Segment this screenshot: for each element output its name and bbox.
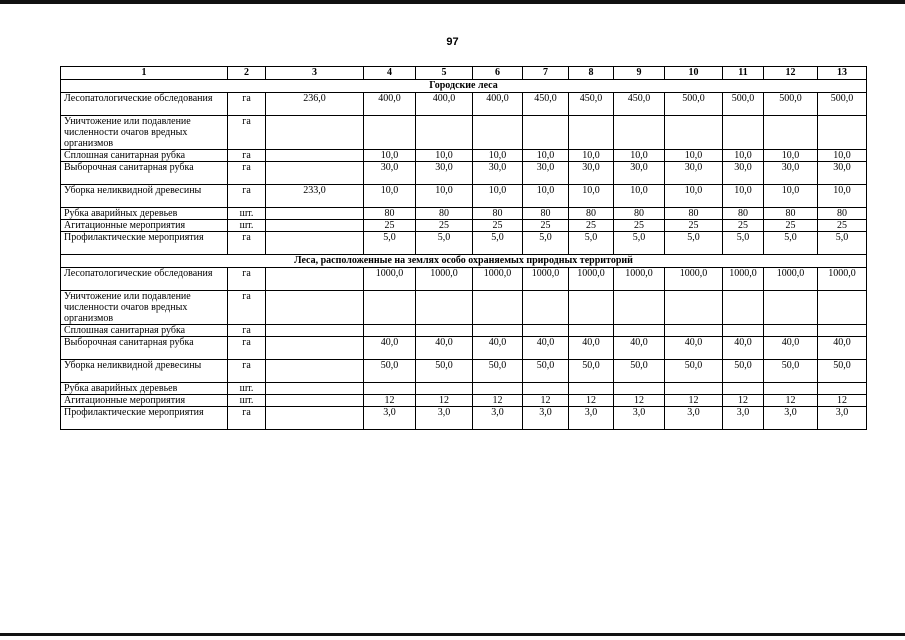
year-value-cell: 12: [523, 395, 569, 407]
year-value-cell: 1000,0: [614, 268, 665, 291]
year-value-cell: [764, 383, 818, 395]
year-value-cell: [818, 325, 867, 337]
year-value-cell: 10,0: [523, 185, 569, 208]
year-value-cell: 40,0: [818, 337, 867, 360]
measure-name: Уборка неликвидной древесины: [61, 360, 228, 383]
year-value-cell: 25: [614, 220, 665, 232]
year-value-cell: 5,0: [523, 232, 569, 255]
page-number: 97: [446, 36, 459, 48]
year-value-cell: 80: [473, 208, 523, 220]
year-value-cell: 500,0: [723, 93, 764, 116]
unit-cell: га: [228, 325, 266, 337]
unit-cell: га: [228, 93, 266, 116]
year-value-cell: 80: [665, 208, 723, 220]
year-value-cell: 10,0: [569, 150, 614, 162]
year-value-cell: 50,0: [818, 360, 867, 383]
year-value-cell: 10,0: [723, 150, 764, 162]
year-value-cell: 10,0: [523, 150, 569, 162]
measure-name: Рубка аварийных деревьев: [61, 208, 228, 220]
year-value-cell: 12: [569, 395, 614, 407]
table-row: [61, 360, 867, 383]
year-value-cell: 450,0: [569, 93, 614, 116]
year-value-cell: 500,0: [764, 93, 818, 116]
unit-cell: га: [228, 360, 266, 383]
year-value-cell: [723, 325, 764, 337]
year-value-cell: [723, 383, 764, 395]
year-value-cell: [416, 116, 473, 150]
unit-cell: га: [228, 162, 266, 185]
year-value-cell: [523, 325, 569, 337]
unit-cell: га: [228, 291, 266, 325]
year-value-cell: [364, 383, 416, 395]
column3-value: [266, 116, 364, 150]
year-value-cell: 3,0: [723, 407, 764, 430]
year-value-cell: [614, 291, 665, 325]
year-value-cell: [665, 116, 723, 150]
measure-name: Профилактические мероприятия: [61, 407, 228, 430]
measure-name: Уборка неликвидной древесины: [61, 185, 228, 208]
year-value-cell: [523, 116, 569, 150]
year-value-cell: 50,0: [569, 360, 614, 383]
year-value-cell: 40,0: [665, 337, 723, 360]
column-number-cell: 2: [228, 67, 266, 80]
measure-name: Выборочная санитарная рубка: [61, 337, 228, 360]
year-value-cell: [523, 291, 569, 325]
year-value-cell: 50,0: [416, 360, 473, 383]
year-value-cell: 50,0: [523, 360, 569, 383]
column3-value: 233,0: [266, 185, 364, 208]
table-row: [61, 325, 867, 337]
year-value-cell: 5,0: [665, 232, 723, 255]
column-number-cell: 11: [723, 67, 764, 80]
year-value-cell: 10,0: [364, 150, 416, 162]
year-value-cell: 1000,0: [818, 268, 867, 291]
year-value-cell: 25: [818, 220, 867, 232]
year-value-cell: 25: [473, 220, 523, 232]
column-number-cell: 8: [569, 67, 614, 80]
section-header-row: [61, 255, 867, 268]
year-value-cell: 10,0: [818, 150, 867, 162]
year-value-cell: 12: [473, 395, 523, 407]
year-value-cell: 80: [764, 208, 818, 220]
year-value-cell: [614, 116, 665, 150]
year-value-cell: [416, 325, 473, 337]
year-value-cell: 400,0: [416, 93, 473, 116]
year-value-cell: 3,0: [818, 407, 867, 430]
year-value-cell: 1000,0: [416, 268, 473, 291]
column3-value: [266, 291, 364, 325]
year-value-cell: 25: [364, 220, 416, 232]
year-value-cell: 10,0: [723, 185, 764, 208]
year-value-cell: 5,0: [364, 232, 416, 255]
column-number-cell: 12: [764, 67, 818, 80]
column3-value: [266, 162, 364, 185]
year-value-cell: 1000,0: [665, 268, 723, 291]
year-value-cell: 30,0: [416, 162, 473, 185]
year-value-cell: 450,0: [523, 93, 569, 116]
column-number-cell: 3: [266, 67, 364, 80]
unit-cell: га: [228, 337, 266, 360]
year-value-cell: [665, 291, 723, 325]
measure-name: Лесопатологические обследования: [61, 268, 228, 291]
measure-name: Агитационные мероприятия: [61, 395, 228, 407]
year-value-cell: 1000,0: [569, 268, 614, 291]
year-value-cell: 10,0: [818, 185, 867, 208]
measure-name: Сплошная санитарная рубка: [61, 150, 228, 162]
year-value-cell: [569, 116, 614, 150]
column-number-cell: 4: [364, 67, 416, 80]
column3-value: [266, 268, 364, 291]
year-value-cell: 10,0: [665, 150, 723, 162]
year-value-cell: 50,0: [473, 360, 523, 383]
year-value-cell: 25: [764, 220, 818, 232]
year-value-cell: [416, 291, 473, 325]
year-value-cell: 500,0: [665, 93, 723, 116]
table-row: [61, 291, 867, 325]
year-value-cell: 12: [723, 395, 764, 407]
year-value-cell: 1000,0: [523, 268, 569, 291]
year-value-cell: 1000,0: [764, 268, 818, 291]
column3-value: 236,0: [266, 93, 364, 116]
year-value-cell: 25: [523, 220, 569, 232]
unit-cell: га: [228, 232, 266, 255]
measure-name: Лесопатологические обследования: [61, 93, 228, 116]
section-header-row: [61, 80, 867, 93]
year-value-cell: 3,0: [364, 407, 416, 430]
table-row: [61, 150, 867, 162]
column3-value: [266, 395, 364, 407]
year-value-cell: 30,0: [473, 162, 523, 185]
year-value-cell: 25: [569, 220, 614, 232]
year-value-cell: 25: [416, 220, 473, 232]
year-value-cell: 40,0: [723, 337, 764, 360]
year-value-cell: 10,0: [665, 185, 723, 208]
column-number-cell: 5: [416, 67, 473, 80]
year-value-cell: 25: [723, 220, 764, 232]
year-value-cell: 30,0: [364, 162, 416, 185]
section-title: Леса, расположенные на землях особо охраняемых природных территорий: [61, 255, 867, 268]
year-value-cell: 40,0: [364, 337, 416, 360]
year-value-cell: 80: [614, 208, 665, 220]
top-border-bar: [0, 0, 905, 4]
unit-cell: га: [228, 407, 266, 430]
year-value-cell: [764, 325, 818, 337]
column3-value: [266, 360, 364, 383]
year-value-cell: [416, 383, 473, 395]
year-value-cell: 450,0: [614, 93, 665, 116]
year-value-cell: 10,0: [764, 150, 818, 162]
year-value-cell: 40,0: [523, 337, 569, 360]
year-value-cell: 12: [416, 395, 473, 407]
year-value-cell: 80: [364, 208, 416, 220]
year-value-cell: 5,0: [723, 232, 764, 255]
year-value-cell: [723, 291, 764, 325]
year-value-cell: 1000,0: [723, 268, 764, 291]
measure-name: Сплошная санитарная рубка: [61, 325, 228, 337]
year-value-cell: 50,0: [665, 360, 723, 383]
unit-cell: га: [228, 185, 266, 208]
year-value-cell: 5,0: [416, 232, 473, 255]
year-value-cell: 50,0: [764, 360, 818, 383]
year-value-cell: [818, 116, 867, 150]
year-value-cell: 3,0: [665, 407, 723, 430]
measure-name: Уничтожение или подавление численности очагов вредных организмов: [61, 291, 228, 325]
column3-value: [266, 325, 364, 337]
table-row: [61, 162, 867, 185]
year-value-cell: 10,0: [416, 150, 473, 162]
year-value-cell: [818, 291, 867, 325]
year-value-cell: 50,0: [364, 360, 416, 383]
year-value-cell: 10,0: [764, 185, 818, 208]
year-value-cell: 80: [569, 208, 614, 220]
table-row: [61, 407, 867, 430]
year-value-cell: 80: [723, 208, 764, 220]
year-value-cell: 10,0: [473, 185, 523, 208]
year-value-cell: 12: [614, 395, 665, 407]
year-value-cell: 50,0: [614, 360, 665, 383]
unit-cell: шт.: [228, 208, 266, 220]
column-number-cell: 6: [473, 67, 523, 80]
column3-value: [266, 150, 364, 162]
column-number-cell: 10: [665, 67, 723, 80]
year-value-cell: 3,0: [416, 407, 473, 430]
year-value-cell: [473, 116, 523, 150]
year-value-cell: [665, 383, 723, 395]
year-value-cell: 5,0: [569, 232, 614, 255]
unit-cell: га: [228, 150, 266, 162]
year-value-cell: 25: [665, 220, 723, 232]
year-value-cell: 400,0: [364, 93, 416, 116]
column3-value: [266, 208, 364, 220]
column3-value: [266, 337, 364, 360]
year-value-cell: 30,0: [614, 162, 665, 185]
year-value-cell: 500,0: [818, 93, 867, 116]
year-value-cell: [364, 325, 416, 337]
year-value-cell: 10,0: [614, 185, 665, 208]
year-value-cell: 3,0: [523, 407, 569, 430]
year-value-cell: 10,0: [416, 185, 473, 208]
table-row: [61, 337, 867, 360]
column-number-row: [61, 67, 867, 80]
forest-measures-table: [60, 66, 867, 430]
year-value-cell: 12: [764, 395, 818, 407]
year-value-cell: [764, 116, 818, 150]
year-value-cell: 30,0: [569, 162, 614, 185]
year-value-cell: [473, 291, 523, 325]
year-value-cell: 10,0: [614, 150, 665, 162]
year-value-cell: 80: [818, 208, 867, 220]
year-value-cell: 30,0: [523, 162, 569, 185]
year-value-cell: [364, 116, 416, 150]
year-value-cell: 80: [523, 208, 569, 220]
year-value-cell: 40,0: [473, 337, 523, 360]
year-value-cell: [723, 116, 764, 150]
year-value-cell: 40,0: [569, 337, 614, 360]
year-value-cell: 3,0: [614, 407, 665, 430]
year-value-cell: 5,0: [614, 232, 665, 255]
year-value-cell: 10,0: [473, 150, 523, 162]
year-value-cell: 5,0: [818, 232, 867, 255]
year-value-cell: 3,0: [569, 407, 614, 430]
year-value-cell: [818, 383, 867, 395]
year-value-cell: [569, 325, 614, 337]
measure-name: Выборочная санитарная рубка: [61, 162, 228, 185]
unit-cell: га: [228, 268, 266, 291]
bottom-border-bar: [0, 633, 905, 636]
measure-name: Агитационные мероприятия: [61, 220, 228, 232]
column-number-cell: 9: [614, 67, 665, 80]
unit-cell: шт.: [228, 383, 266, 395]
year-value-cell: 30,0: [723, 162, 764, 185]
year-value-cell: 12: [818, 395, 867, 407]
section-title: Городские леса: [61, 80, 867, 93]
year-value-cell: 3,0: [764, 407, 818, 430]
table-row: [61, 93, 867, 116]
column-number-cell: 1: [61, 67, 228, 80]
year-value-cell: 40,0: [614, 337, 665, 360]
year-value-cell: 400,0: [473, 93, 523, 116]
table-row: [61, 268, 867, 291]
column-number-cell: 13: [818, 67, 867, 80]
year-value-cell: [614, 325, 665, 337]
table-row: [61, 220, 867, 232]
year-value-cell: 30,0: [764, 162, 818, 185]
year-value-cell: 80: [416, 208, 473, 220]
year-value-cell: 12: [665, 395, 723, 407]
measure-name: Профилактические мероприятия: [61, 232, 228, 255]
year-value-cell: [523, 383, 569, 395]
year-value-cell: [473, 325, 523, 337]
column-number-cell: 7: [523, 67, 569, 80]
year-value-cell: 30,0: [818, 162, 867, 185]
unit-cell: шт.: [228, 395, 266, 407]
year-value-cell: 30,0: [665, 162, 723, 185]
year-value-cell: 40,0: [764, 337, 818, 360]
table-row: [61, 232, 867, 255]
year-value-cell: [569, 383, 614, 395]
year-value-cell: 50,0: [723, 360, 764, 383]
column3-value: [266, 220, 364, 232]
year-value-cell: 1000,0: [473, 268, 523, 291]
year-value-cell: 12: [364, 395, 416, 407]
table-row: [61, 383, 867, 395]
table-row: [61, 116, 867, 150]
unit-cell: шт.: [228, 220, 266, 232]
table-row: [61, 395, 867, 407]
year-value-cell: [569, 291, 614, 325]
year-value-cell: 5,0: [764, 232, 818, 255]
year-value-cell: [614, 383, 665, 395]
year-value-cell: 10,0: [364, 185, 416, 208]
measure-name: Уничтожение или подавление численности очагов вредных организмов: [61, 116, 228, 150]
year-value-cell: [665, 325, 723, 337]
year-value-cell: 5,0: [473, 232, 523, 255]
column3-value: [266, 383, 364, 395]
year-value-cell: [364, 291, 416, 325]
unit-cell: га: [228, 116, 266, 150]
table-row: [61, 208, 867, 220]
year-value-cell: 1000,0: [364, 268, 416, 291]
year-value-cell: 10,0: [569, 185, 614, 208]
table-row: [61, 185, 867, 208]
year-value-cell: 3,0: [473, 407, 523, 430]
column3-value: [266, 232, 364, 255]
year-value-cell: [764, 291, 818, 325]
measure-name: Рубка аварийных деревьев: [61, 383, 228, 395]
year-value-cell: 40,0: [416, 337, 473, 360]
year-value-cell: [473, 383, 523, 395]
column3-value: [266, 407, 364, 430]
